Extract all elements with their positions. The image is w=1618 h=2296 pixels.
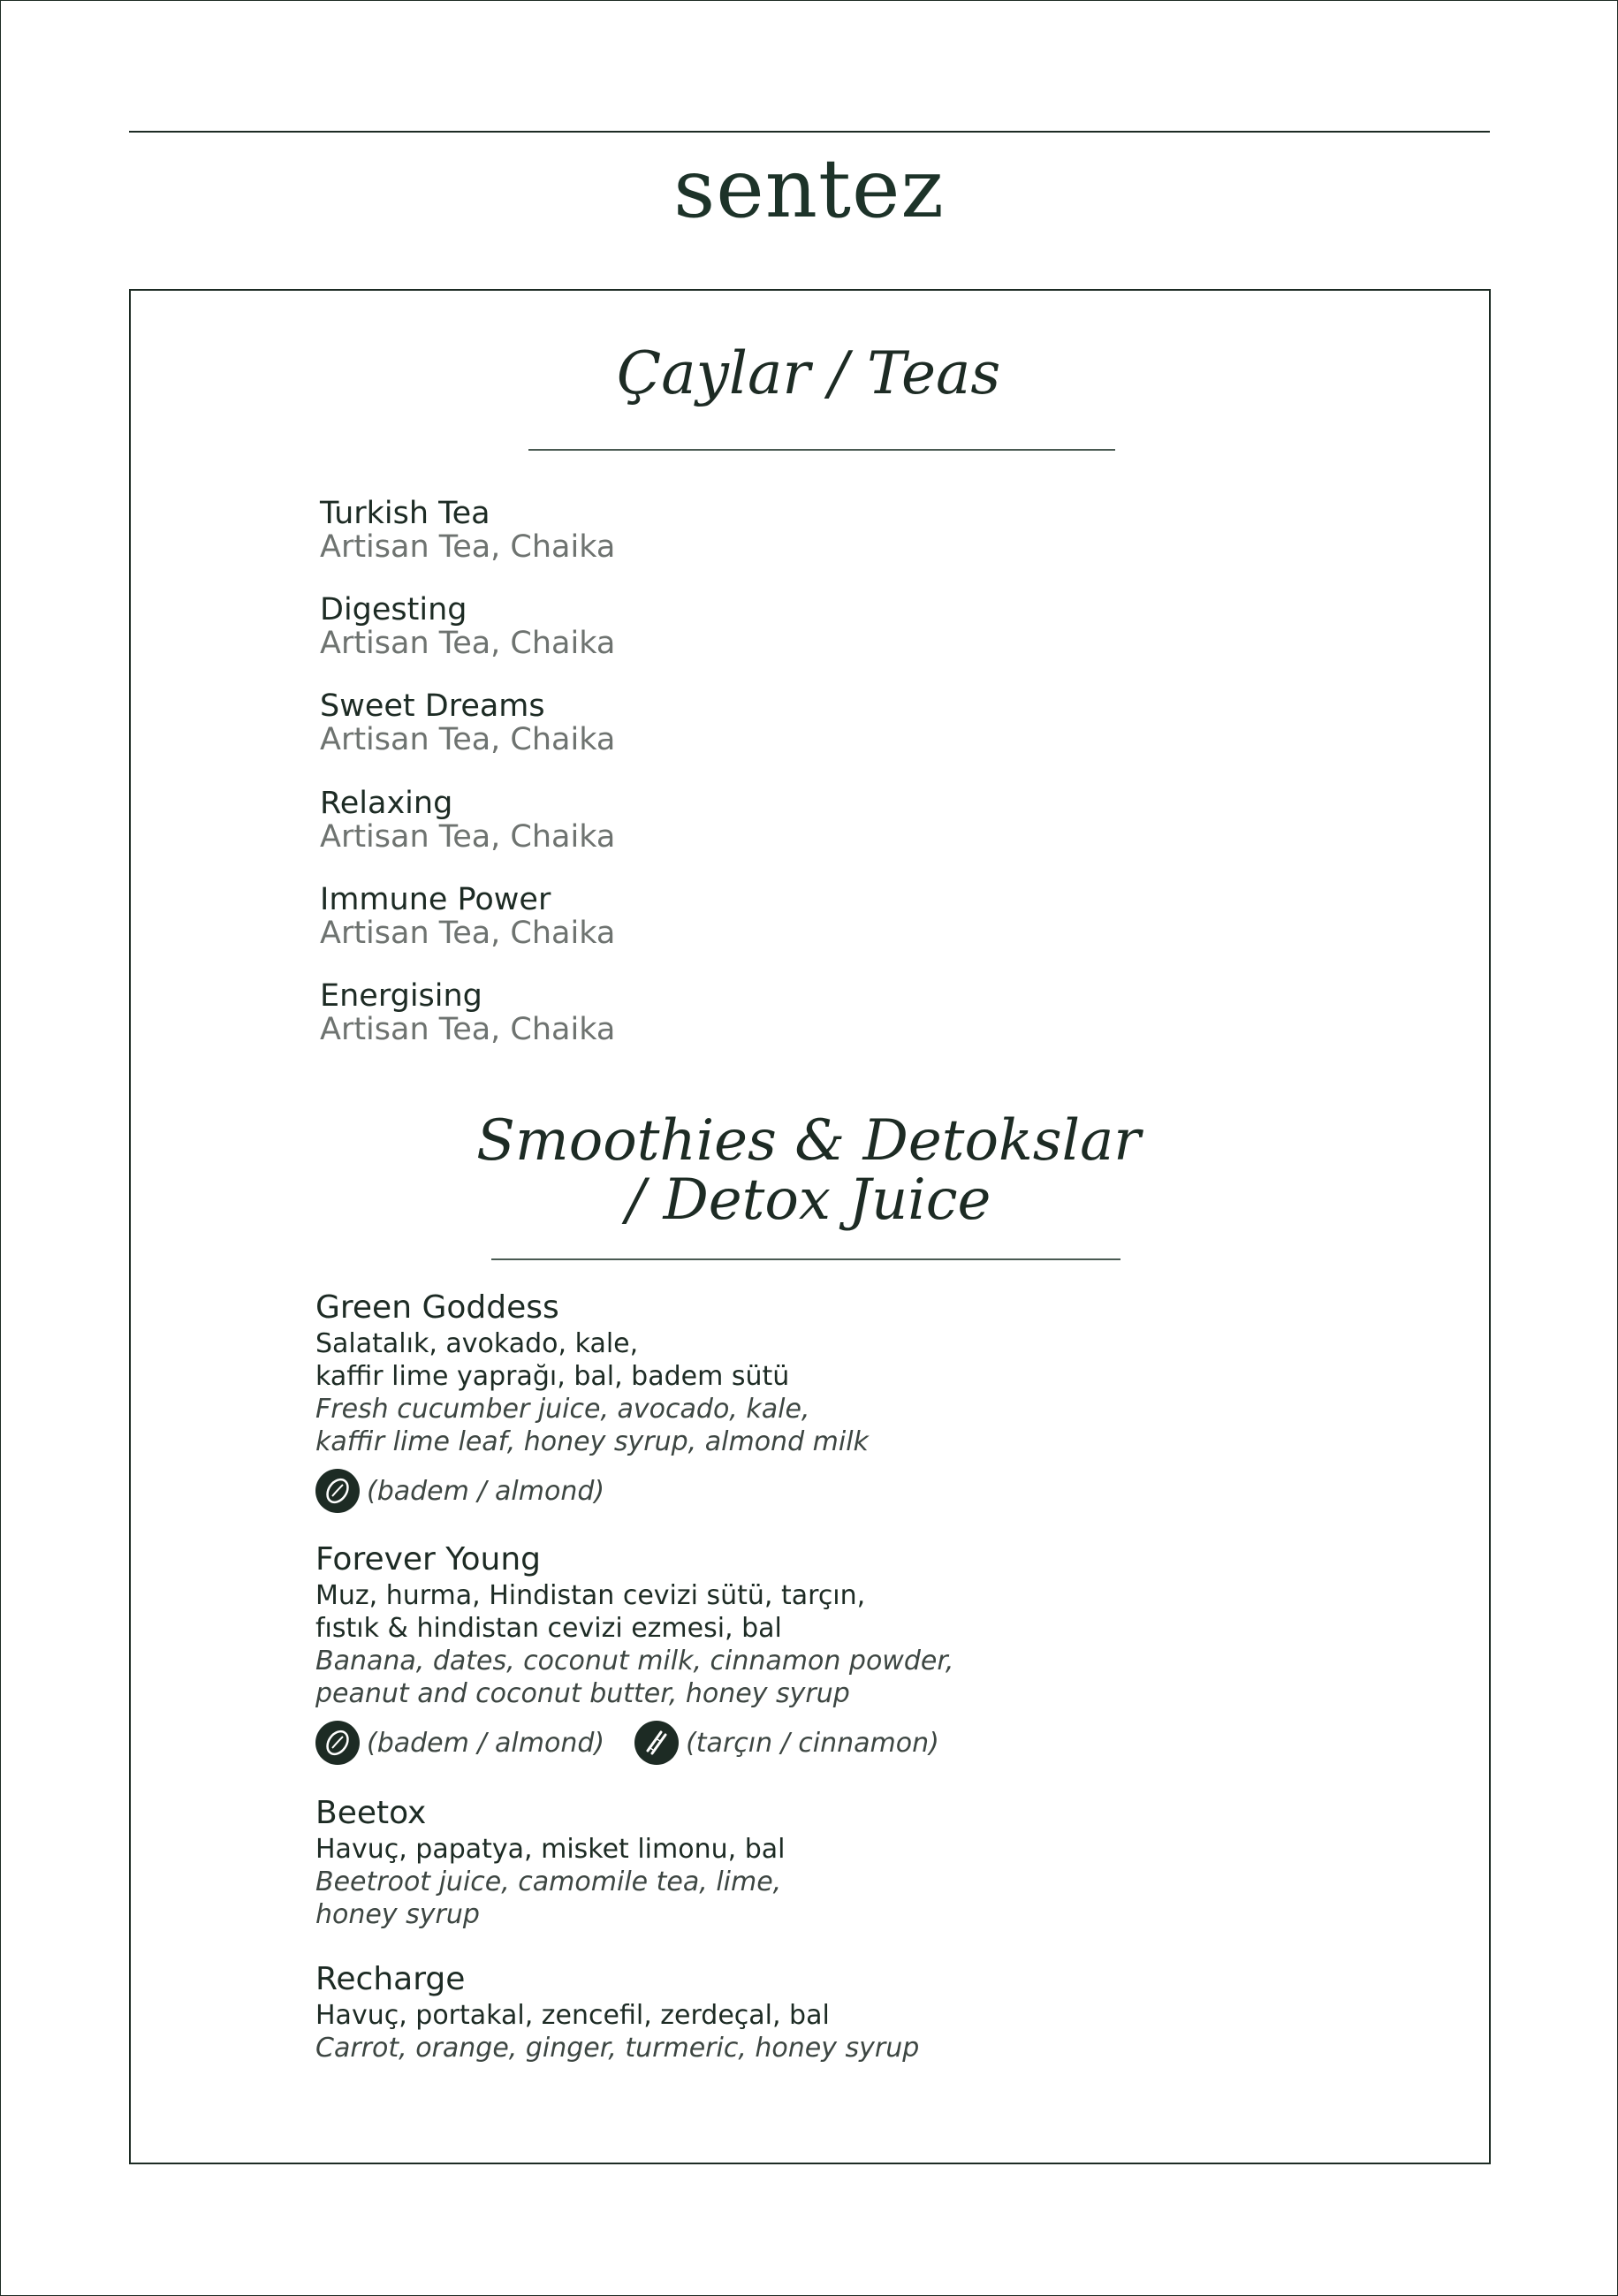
tea-name: Sweet Dreams	[320, 688, 545, 724]
drink-description-tr: Havuç, papatya, misket limonu, bal	[315, 1834, 786, 1865]
tea-item	[320, 497, 1115, 564]
cinnamon-icon	[634, 1721, 679, 1765]
allergen-label: (badem / almond)	[367, 1727, 605, 1759]
almond-icon	[315, 1469, 360, 1513]
allergen-label: (tarçın / cinnamon)	[686, 1727, 939, 1759]
tea-brand: Artisan Tea, Chaika	[320, 722, 616, 757]
allergen-list	[315, 1469, 1199, 1513]
tea-brand: Artisan Tea, Chaika	[320, 1012, 616, 1047]
drink-description-tr: kaffir lime yaprağı, bal, badem sütü	[315, 1361, 790, 1392]
drink-name: Forever Young	[315, 1541, 542, 1578]
drink-description-en: kaffir lime leaf, honey syrup, almond milk	[315, 1426, 869, 1457]
drink-description-en: peanut and coconut butter, honey syrup	[315, 1678, 850, 1709]
tea-name: Turkish Tea	[320, 496, 490, 531]
tea-name: Digesting	[320, 592, 467, 627]
drink-description-en: Carrot, orange, ginger, turmeric, honey syrup	[315, 2033, 920, 2064]
tea-name: Relaxing	[320, 786, 453, 821]
teas-section-title: Çaylar / Teas	[616, 339, 1001, 407]
drink-item	[315, 1796, 1199, 1931]
drink-name: Beetox	[315, 1795, 427, 1831]
drink-item	[315, 1290, 1199, 1513]
almond-icon	[315, 1721, 360, 1765]
top-divider	[129, 131, 1490, 133]
drink-description-tr: Havuç, portakal, zencefil, zerdeçal, bal	[315, 2000, 830, 2031]
smoothies-divider	[491, 1258, 1120, 1260]
drink-item	[315, 1542, 1199, 1765]
tea-brand: Artisan Tea, Chaika	[320, 819, 616, 855]
tea-brand: Artisan Tea, Chaika	[320, 529, 616, 565]
brand-logo: sentez	[673, 141, 945, 236]
tea-brand: Artisan Tea, Chaika	[320, 916, 616, 951]
drink-description-tr: Salatalık, avokado, kale,	[315, 1328, 639, 1359]
smoothies-title-line1: Smoothies & Detokslar	[476, 1108, 1141, 1174]
allergen-label: (badem / almond)	[367, 1475, 605, 1507]
allergen-almond	[315, 1721, 604, 1765]
smoothies-title-line2: / Detox Juice	[626, 1167, 991, 1234]
tea-item	[320, 979, 1115, 1046]
drink-name: Green Goddess	[315, 1289, 559, 1326]
drink-description-en: Beetroot juice, camomile tea, lime,	[315, 1866, 782, 1897]
drink-description-tr: fıstık & hindistan cevizi ezmesi, bal	[315, 1613, 782, 1644]
drink-description-en: Banana, dates, coconut milk, cinnamon powder,	[315, 1646, 954, 1676]
tea-item	[320, 593, 1115, 660]
allergen-list	[315, 1721, 1199, 1765]
tea-item	[320, 787, 1115, 854]
drink-name: Recharge	[315, 1961, 466, 1997]
drink-item	[315, 1962, 1199, 2064]
allergen-almond	[315, 1469, 604, 1513]
allergen-cinnamon	[634, 1721, 939, 1765]
tea-item	[320, 689, 1115, 756]
tea-name: Energising	[320, 978, 482, 1014]
tea-item	[320, 883, 1115, 950]
drink-description-en: honey syrup	[315, 1899, 480, 1930]
teas-divider	[528, 449, 1115, 451]
smoothies-section-title	[398, 1108, 1219, 1234]
tea-name: Immune Power	[320, 882, 551, 917]
drink-description-en: Fresh cucumber juice, avocado, kale,	[315, 1394, 810, 1425]
tea-brand: Artisan Tea, Chaika	[320, 626, 616, 661]
drink-description-tr: Muz, hurma, Hindistan cevizi sütü, tarçın,	[315, 1580, 866, 1611]
